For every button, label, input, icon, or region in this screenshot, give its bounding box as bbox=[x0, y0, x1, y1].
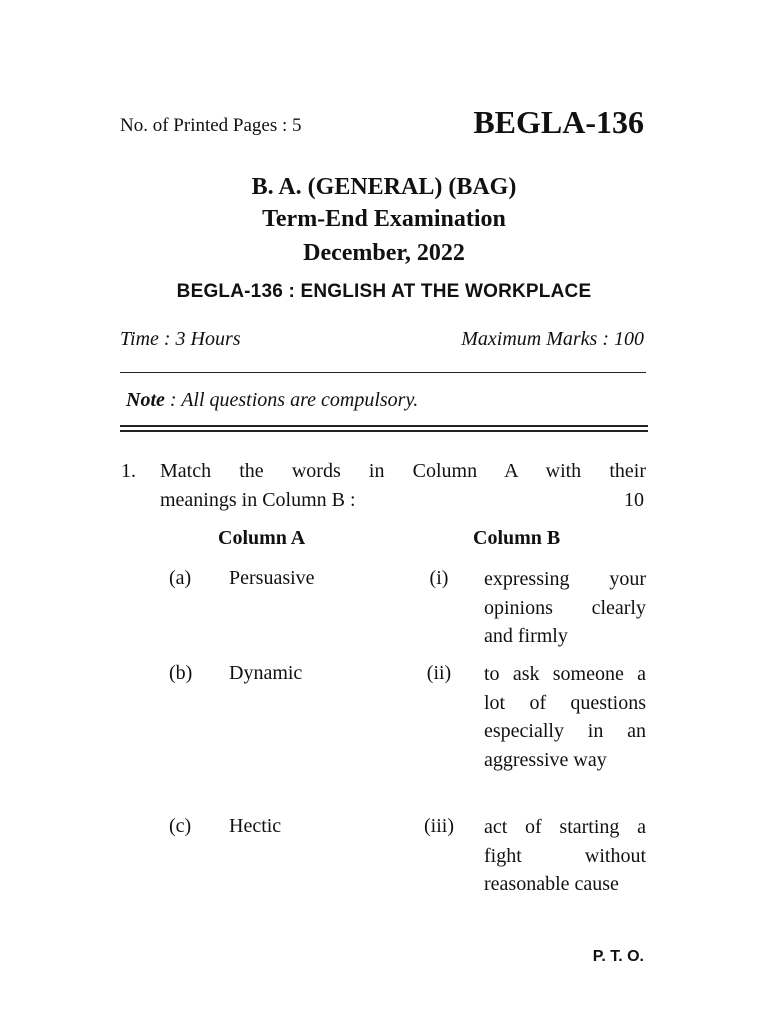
course-title: BEGLA-136 : ENGLISH AT THE WORKPLACE bbox=[176, 281, 592, 302]
row-b-numeral: (ii) bbox=[426, 662, 452, 684]
question-number: 1. bbox=[121, 460, 136, 482]
row-a-meaning: expressing your opinions clearly and firmly bbox=[484, 568, 646, 647]
exam-title: Term-End Examination bbox=[262, 206, 506, 232]
row-b-meaning: to ask someone a lot of questions especially in an aggressive way bbox=[484, 663, 646, 771]
row-c-word: Hectic bbox=[229, 815, 282, 837]
row-c-letter: (c) bbox=[169, 815, 192, 837]
instructions-note bbox=[126, 389, 418, 412]
divider-line bbox=[120, 372, 646, 373]
exam-duration: Time : 3 Hours bbox=[120, 328, 241, 350]
row-a-numeral: (i) bbox=[429, 567, 449, 589]
degree-title: B. A. (GENERAL) (BAG) bbox=[251, 174, 517, 200]
double-rule-bottom bbox=[120, 430, 648, 432]
note-label: Note bbox=[126, 389, 165, 411]
row-b-letter: (b) bbox=[169, 662, 193, 684]
question-marks: 10 bbox=[624, 489, 644, 511]
exam-session: December, 2022 bbox=[303, 240, 465, 266]
row-b-word: Dynamic bbox=[229, 662, 303, 684]
maximum-marks: Maximum Marks : 100 bbox=[461, 328, 644, 350]
row-a-word: Persuasive bbox=[229, 567, 315, 589]
row-a-letter: (a) bbox=[169, 567, 192, 589]
question-text-line1: Match the words in Column A with their bbox=[160, 460, 646, 482]
double-rule-top bbox=[120, 425, 648, 427]
note-text: : All questions are compulsory. bbox=[169, 389, 419, 411]
please-turn-over: P. T. O. bbox=[592, 948, 644, 965]
row-c-numeral: (iii) bbox=[424, 815, 454, 837]
printed-pages-count: No. of Printed Pages : 5 bbox=[120, 115, 302, 136]
column-b-heading: Column B bbox=[473, 527, 561, 549]
row-c-meaning: act of starting a fight without reasonable cause bbox=[484, 816, 646, 895]
column-a-heading: Column A bbox=[218, 527, 306, 549]
question-text-line2: meanings in Column B : bbox=[160, 489, 356, 511]
paper-code: BEGLA-136 bbox=[473, 104, 644, 140]
